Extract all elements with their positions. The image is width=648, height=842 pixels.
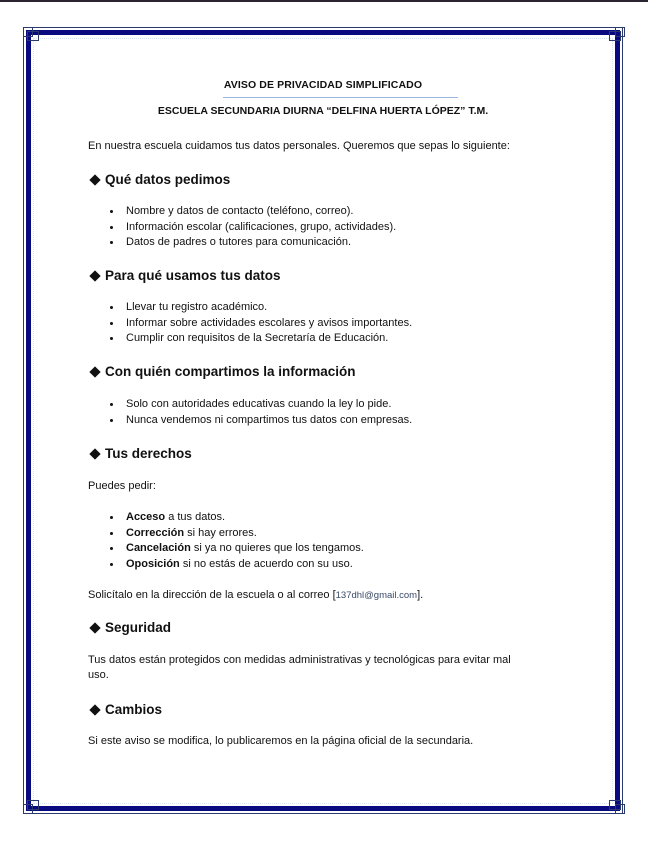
list-datos [110, 204, 396, 251]
bullet-icon [110, 547, 113, 550]
bullet-icon [110, 532, 113, 535]
email-link[interactable]: 137dhl@gmail.com [335, 590, 418, 601]
list-item: Cumplir con requisitos de la Secretaría de Educación. [110, 331, 412, 347]
contact-paragraph: Solicítalo en la dirección de la escuela o al correo [137dhl@gmail.com]. [88, 589, 424, 601]
border-corner-top-right-inner [609, 31, 621, 41]
changes-paragraph: Si este aviso se modifica, lo publicaremos en la página oficial de la secundaria. [88, 735, 474, 747]
section-heading-uso: Para qué usamos tus datos [88, 268, 281, 283]
document-title: AVISO DE PRIVACIDAD SIMPLIFICADO [223, 79, 423, 91]
border-corner-bottom-right-inner [609, 800, 621, 810]
list-item: Acceso a tus datos. [110, 510, 364, 526]
bullet-icon [110, 516, 113, 519]
section-heading-datos: Qué datos pedimos [88, 172, 230, 187]
section-heading-compartir: Con quién compartimos la información [88, 364, 356, 379]
list-item: Solo con autoridades educativas cuando la ley lo pide. [110, 397, 412, 413]
list-item: Corrección si hay errores. [110, 526, 364, 542]
security-paragraph-line2: uso. [88, 669, 109, 681]
bullet-icon [110, 337, 113, 340]
list-item: Cancelación si ya no quieres que los tengamos. [110, 541, 364, 557]
list-item: Nunca vendemos ni compartimos tus datos con empresas. [110, 413, 412, 429]
bullet-icon [110, 241, 113, 244]
diamond-bullet-icon [89, 270, 100, 281]
security-paragraph-line1: Tus datos están protegidos con medidas administrativas y tecnológicas para evitar mal [88, 654, 511, 666]
diamond-bullet-icon [89, 174, 100, 185]
title-separator [223, 97, 458, 98]
bullet-icon [110, 306, 113, 309]
window-top-edge [0, 0, 648, 2]
bullet-icon [110, 563, 113, 566]
list-derechos [110, 510, 364, 572]
list-item: Informar sobre actividades escolares y avisos importantes. [110, 316, 412, 332]
list-compartir [110, 397, 412, 428]
list-item: Información escolar (calificaciones, grupo, actividades). [110, 220, 396, 236]
bullet-icon [110, 226, 113, 229]
diamond-bullet-icon [89, 448, 100, 459]
diamond-bullet-icon [89, 704, 100, 715]
bullet-icon [110, 403, 113, 406]
list-item: Oposición si no estás de acuerdo con su uso. [110, 557, 364, 573]
border-corner-top-left-inner [27, 31, 39, 41]
intro-paragraph: En nuestra escuela cuidamos tus datos personales. Queremos que sepas lo siguiente: [88, 140, 510, 152]
list-uso [110, 300, 412, 347]
rights-lead: Puedes pedir: [88, 480, 156, 492]
section-heading-cambios: Cambios [88, 702, 162, 717]
section-heading-seguridad: Seguridad [88, 620, 171, 635]
border-corner-bottom-left-inner [27, 800, 39, 810]
diamond-bullet-icon [89, 622, 100, 633]
bullet-icon [110, 322, 113, 325]
diamond-bullet-icon [89, 366, 100, 377]
school-name: ESCUELA SECUNDARIA DIURNA “DELFINA HUERTA LÓPEZ” T.M. [157, 105, 489, 117]
section-heading-derechos: Tus derechos [88, 446, 192, 461]
bullet-icon [110, 210, 113, 213]
list-item: Nombre y datos de contacto (teléfono, correo). [110, 204, 396, 220]
list-item: Datos de padres o tutores para comunicación. [110, 235, 396, 251]
list-item: Llevar tu registro académico. [110, 300, 412, 316]
bullet-icon [110, 419, 113, 422]
